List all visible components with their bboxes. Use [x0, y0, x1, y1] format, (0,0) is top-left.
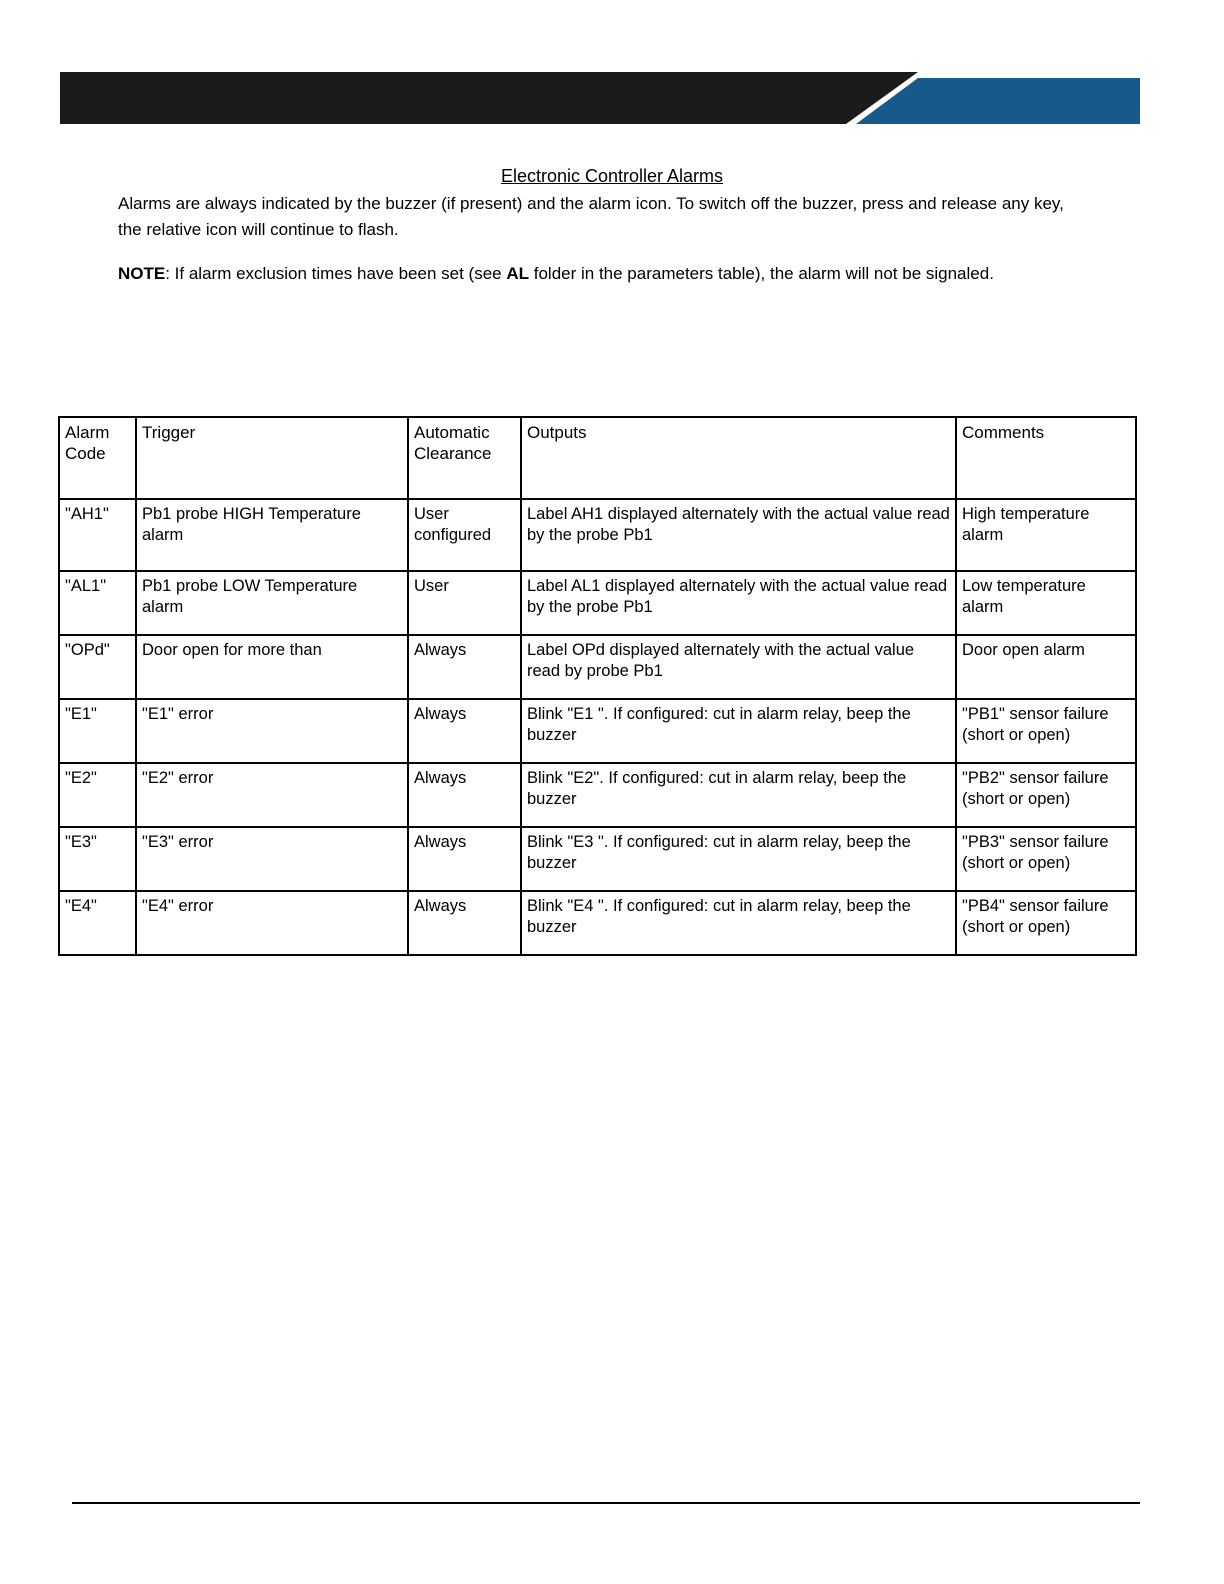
note-bold-term: AL: [506, 264, 530, 283]
cell-alarm-code: "E2": [59, 763, 136, 827]
cell-comments: Low temperature alarm: [956, 571, 1136, 635]
cell-alarm-code: "AH1": [59, 499, 136, 571]
cell-outputs: Blink "E2". If configured: cut in alarm relay, beep the buzzer: [521, 763, 956, 827]
alarms-table: [58, 416, 1137, 956]
cell-clearance: Always: [408, 699, 521, 763]
header-banner-black: [60, 72, 918, 124]
header-outputs: Outputs: [521, 417, 956, 499]
cell-alarm-code: "E1": [59, 699, 136, 763]
intro-paragraph: Alarms are always indicated by the buzzer (if present) and the alarm icon. To switch off the buzzer, press and release any key, the relative icon will continue to flash.: [118, 194, 1064, 239]
cell-outputs: Label AL1 displayed alternately with the actual value read by the probe Pb1: [521, 571, 956, 635]
cell-trigger: "E2" error: [136, 763, 408, 827]
cell-trigger: Pb1 probe LOW Temperature alarm: [136, 571, 408, 635]
cell-comments: "PB4" sensor failure (short or open): [956, 891, 1136, 955]
note-label: NOTE: [118, 264, 166, 283]
note-segment-1: : If alarm exclusion times have been set (see: [165, 264, 507, 283]
cell-comments: "PB3" sensor failure (short or open): [956, 827, 1136, 891]
cell-clearance: User: [408, 571, 521, 635]
cell-clearance: User configured: [408, 499, 521, 571]
cell-clearance: Always: [408, 827, 521, 891]
cell-trigger: Door open for more than: [136, 635, 408, 699]
cell-clearance: Always: [408, 763, 521, 827]
cell-outputs: Blink "E1 ". If configured: cut in alarm relay, beep the buzzer: [521, 699, 956, 763]
cell-trigger: "E4" error: [136, 891, 408, 955]
table-row: [59, 699, 1136, 763]
cell-outputs: Label AH1 displayed alternately with the actual value read by the probe Pb1: [521, 499, 956, 571]
table-header-row: [59, 417, 1136, 499]
cell-alarm-code: "E4": [59, 891, 136, 955]
header-trigger: Trigger: [136, 417, 408, 499]
cell-alarm-code: "AL1": [59, 571, 136, 635]
table-row: [59, 763, 1136, 827]
table-row: [59, 571, 1136, 635]
cell-trigger: "E1" error: [136, 699, 408, 763]
cell-clearance: Always: [408, 891, 521, 955]
cell-alarm-code: "E3": [59, 827, 136, 891]
cell-trigger: "E3" error: [136, 827, 408, 891]
cell-outputs: Label OPd displayed alternately with the actual value read by probe Pb1: [521, 635, 956, 699]
cell-comments: High temperature alarm: [956, 499, 1136, 571]
footer-rule: [72, 1502, 1140, 1504]
cell-clearance: Always: [408, 635, 521, 699]
cell-outputs: Blink "E3 ". If configured: cut in alarm relay, beep the buzzer: [521, 827, 956, 891]
note-segment-2: folder in the parameters table), the alarm will not be signaled.: [529, 264, 994, 283]
table-row: [59, 827, 1136, 891]
table-row: [59, 635, 1136, 699]
cell-comments: "PB2" sensor failure (short or open): [956, 763, 1136, 827]
table-row: [59, 499, 1136, 571]
note-paragraph: [118, 261, 1078, 287]
cell-comments: "PB1" sensor failure (short or open): [956, 699, 1136, 763]
cell-comments: Door open alarm: [956, 635, 1136, 699]
header-comments: Comments: [956, 417, 1136, 499]
header-alarm-code: Alarm Code: [59, 417, 136, 499]
page-title: Electronic Controller Alarms: [500, 166, 724, 186]
cell-alarm-code: "OPd": [59, 635, 136, 699]
header-automatic-clearance: Automatic Clearance: [408, 417, 521, 499]
cell-outputs: Blink "E4 ". If configured: cut in alarm relay, beep the buzzer: [521, 891, 956, 955]
cell-trigger: Pb1 probe HIGH Temperature alarm: [136, 499, 408, 571]
table-row: [59, 891, 1136, 955]
